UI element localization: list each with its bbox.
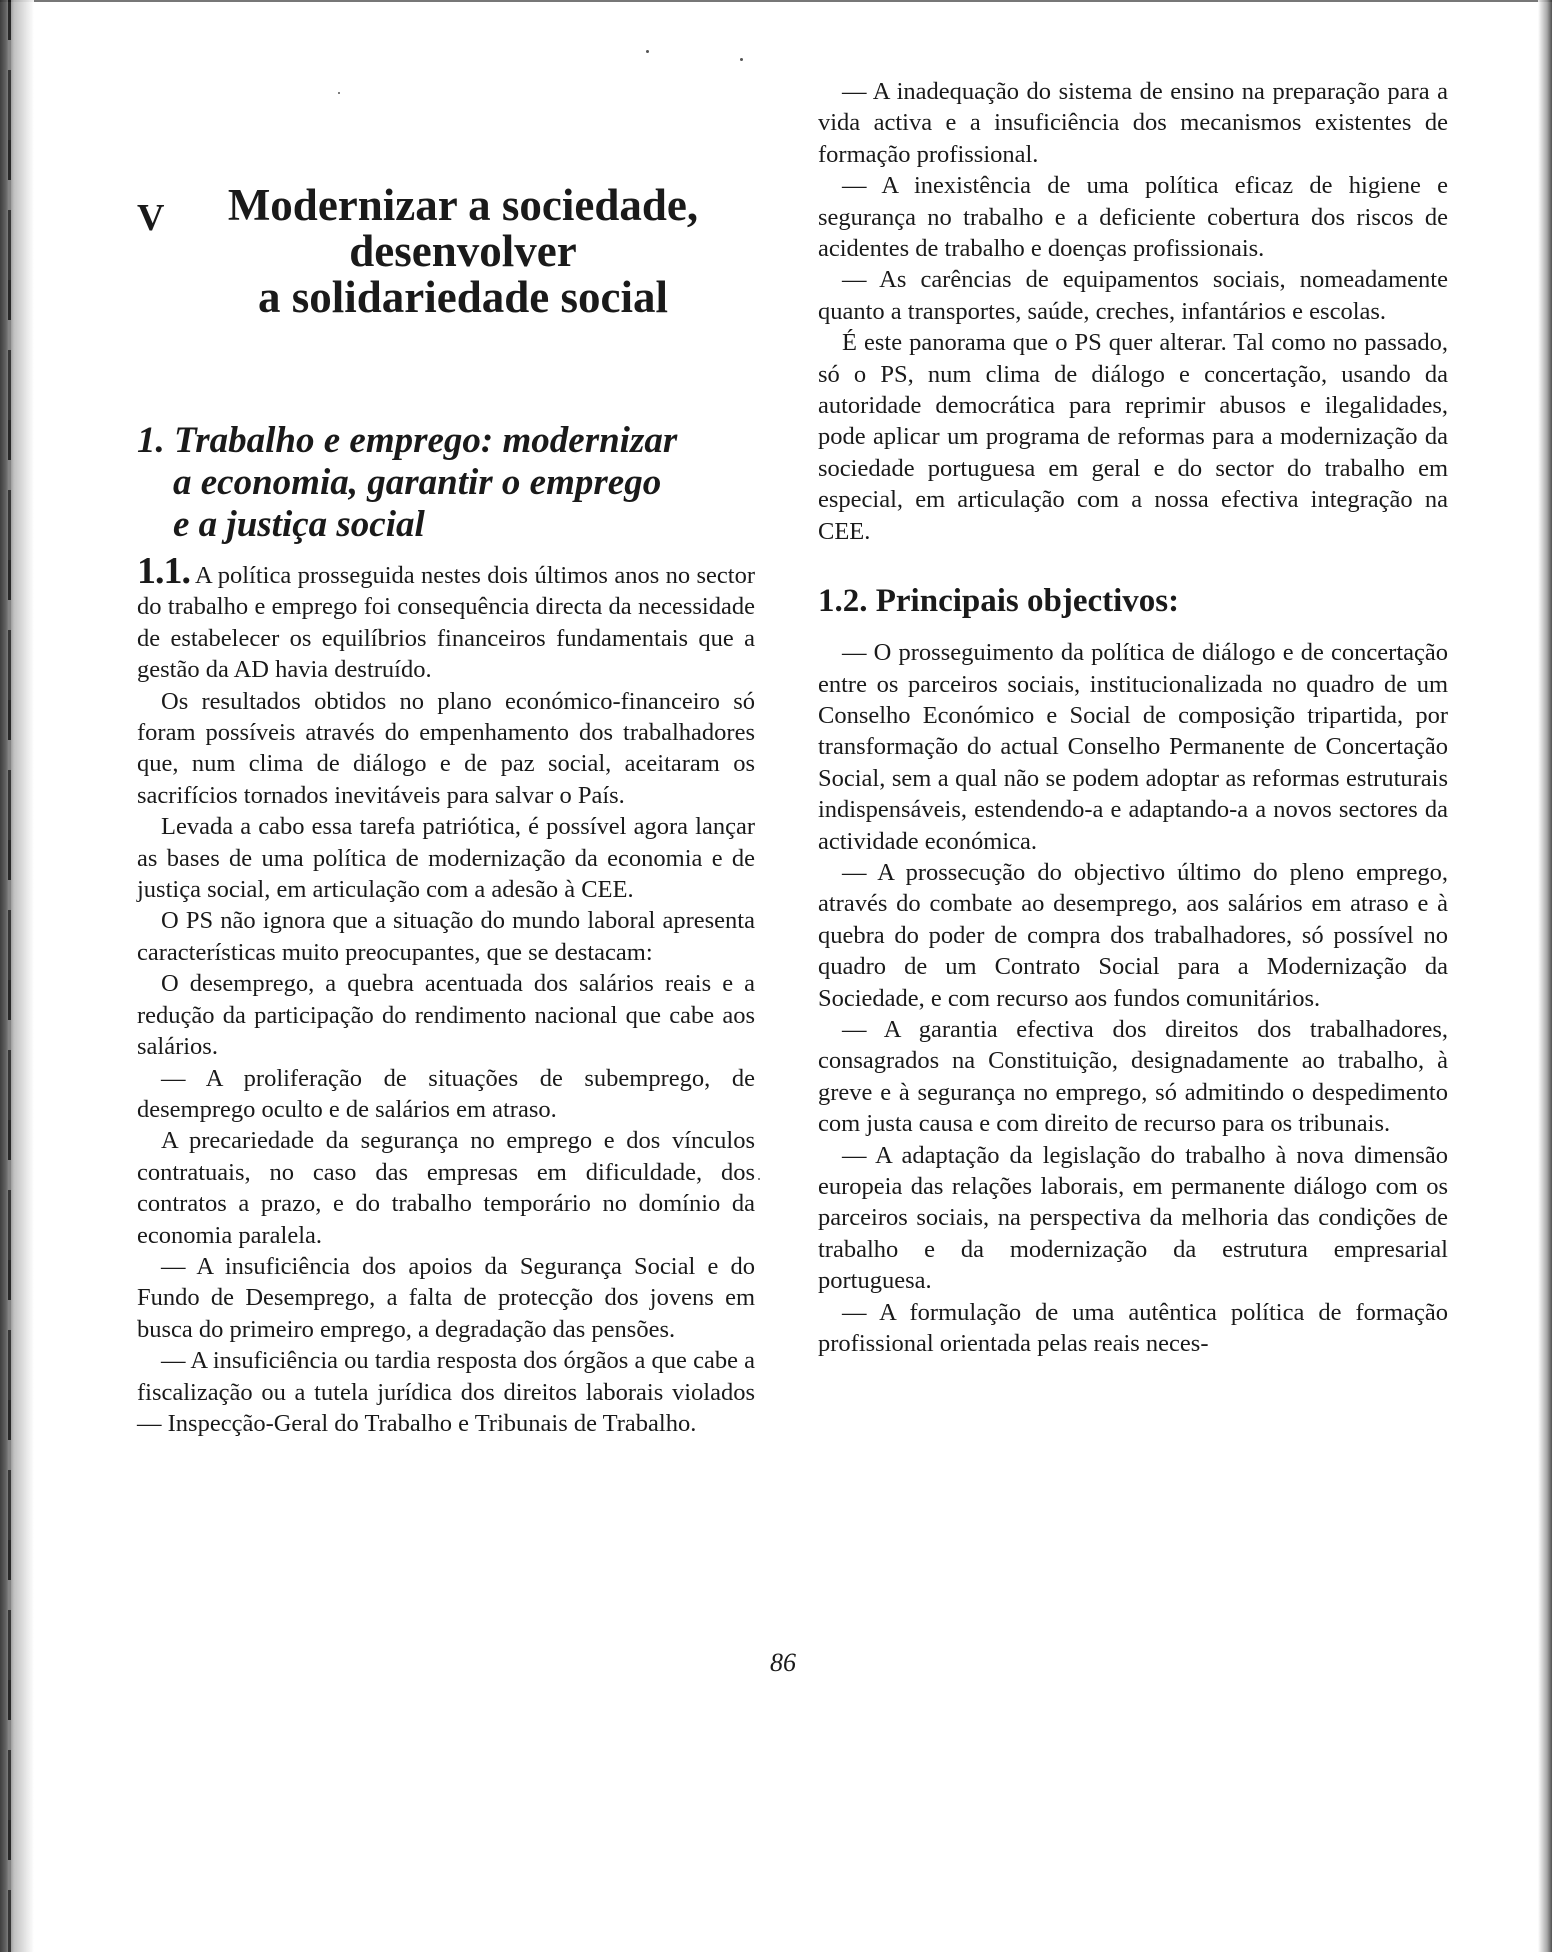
chapter-number: V (137, 197, 165, 239)
paragraph: — A garantia efectiva dos direitos dos trabalhadores, consagrados na Constituição, designadamente ao trabalho, à greve e à segurança no emprego, só admitindo o despedimento com justa causa e com direito de recurso para os tribunais. (818, 1015, 1448, 1138)
paragraph: — A prossecução do objectivo último do pleno emprego, através do combate ao desemprego, aos salários em atraso e à quebra do poder de compra dos trabalhadores, só possível no quadro de um Contrato Social para a Modernização da Sociedade, e com recurso aos fundos comunitários. (818, 858, 1448, 1012)
chapter-heading (137, 180, 755, 340)
subsection-1-1-text: A política prosseguida nestes dois últimos anos no sector do trabalho e emprego foi consequência directa da necessidade de estabelecer os equilíbrios financeiros fundamentais que a gestão da AD havia destruído. (137, 562, 755, 684)
paragraph: — A inadequação do sistema de ensino na preparação para a vida activa e a insuficiência dos mecanismos existentes de formação profissional. (818, 78, 1448, 168)
paragraph: — O prosseguimento da política de diálogo e de concertação entre os parceiros sociais, institucionalizada no quadro de um Conselho Económico e Social de composição tripartida, por transformação do actual Conselho Permanente de Concertação Social, sem a qual não se podem adoptar as reformas estruturais indispensáveis, estendendo-a e adaptando-a a novos sectores da actividade económica. (818, 639, 1448, 855)
paragraph: — A inexistência de uma política eficaz de higiene e segurança no trabalho e a deficiente cobertura dos riscos de acidentes de trabalho e doenças profissionais. (818, 172, 1448, 263)
paragraph: A precariedade da segurança no emprego e dos vínculos contratuais, no caso das empresas em dificuldade, dos contratos a prazo, e do trabalho temporário no domínio da economia paralela. (137, 1127, 755, 1249)
paragraph: — A proliferação de situações de subemprego, de desemprego oculto e de salários em atraso. (137, 1064, 755, 1123)
paragraph: Levada a cabo essa tarefa patriótica, é possível agora lançar as bases de uma política de modernização da economia e de justiça social, em articulação com a adesão à CEE. (137, 813, 755, 904)
section-1-title-line2: a economia, garantir o emprego (173, 462, 662, 503)
section-1-number: 1. (137, 420, 165, 461)
subsection-1-1-number: 1.1. (137, 550, 190, 592)
scan-speck (646, 50, 649, 53)
paragraph: — A insuficiência dos apoios da Segurança Social e do Fundo de Desemprego, a falta de protecção dos jovens em busca do primeiro emprego, a degradação das pensões. (137, 1252, 755, 1343)
section-1-2-heading: 1.2. Principais objectivos: (818, 583, 1180, 620)
chapter-title-line3: a solidariedade social (257, 272, 668, 322)
section-1-title-line3: e a justiça social (173, 504, 425, 545)
paragraph: É este panorama que o PS quer alterar. Tal como no passado, só o PS, num clima de diálogo e concertação, usando da autoridade democrática para reprimir abusos e ilegalidades, pode aplicar um programa de reformas para a modernização da sociedade portuguesa em geral e do sector do trabalho em especial, em articulação com a nossa efectiva integração na CEE. (818, 329, 1448, 545)
scan-speck (740, 58, 743, 61)
scan-top-edge (0, 0, 1552, 2)
paragraph: — A insuficiência ou tardia resposta dos órgãos a que cabe a fiscalização ou a tutela jurídica dos direitos laborais violados — Inspecção-Geral do Trabalho e Tribunais de Trabalho. (137, 1347, 755, 1437)
scan-speck (758, 1178, 760, 1180)
chapter-title (193, 182, 733, 320)
section-1-heading (137, 420, 755, 546)
scan-right-shadow (1538, 0, 1552, 1952)
paragraph: Os resultados obtidos no plano económico-financeiro só foram possíveis através do empenhamento dos trabalhadores que, num clima de diálogo e de paz social, aceitaram os sacrifícios tornados inevitáveis para salvar o País. (137, 687, 755, 809)
paragraph-1-1 (137, 550, 755, 686)
scan-binding-shadow (0, 0, 34, 1952)
paragraph: — As carências de equipamentos sociais, nomeadamente quanto a transportes, saúde, creches, infantários e escolas. (818, 266, 1448, 325)
left-column (137, 180, 755, 1439)
paragraph: O PS não ignora que a situação do mundo laboral apresenta características muito preocupantes, que se destacam: (137, 907, 755, 966)
page-number: 86 (770, 1648, 796, 1677)
paragraph: — A adaptação da legislação do trabalho à nova dimensão europeia das relações laborais, em permanente diálogo com os parceiros sociais, na perspectiva da melhoria das condições de trabalho e da modernização da estrutura empresarial portuguesa. (818, 1141, 1448, 1295)
section-1-title-line1: Trabalho e emprego: modernizar (174, 420, 678, 461)
paragraph: — A formulação de uma autêntica política de formação profissional orientada pelas reais neces- (818, 1298, 1448, 1358)
right-column (818, 76, 1448, 1359)
paragraph: O desemprego, a quebra acentuada dos salários reais e a redução da participação do rendimento nacional que cabe aos salários. (137, 970, 755, 1061)
scan-speck (338, 92, 340, 94)
chapter-title-line2: desenvolver (349, 226, 577, 276)
chapter-title-line1: Modernizar a sociedade, (227, 180, 699, 230)
